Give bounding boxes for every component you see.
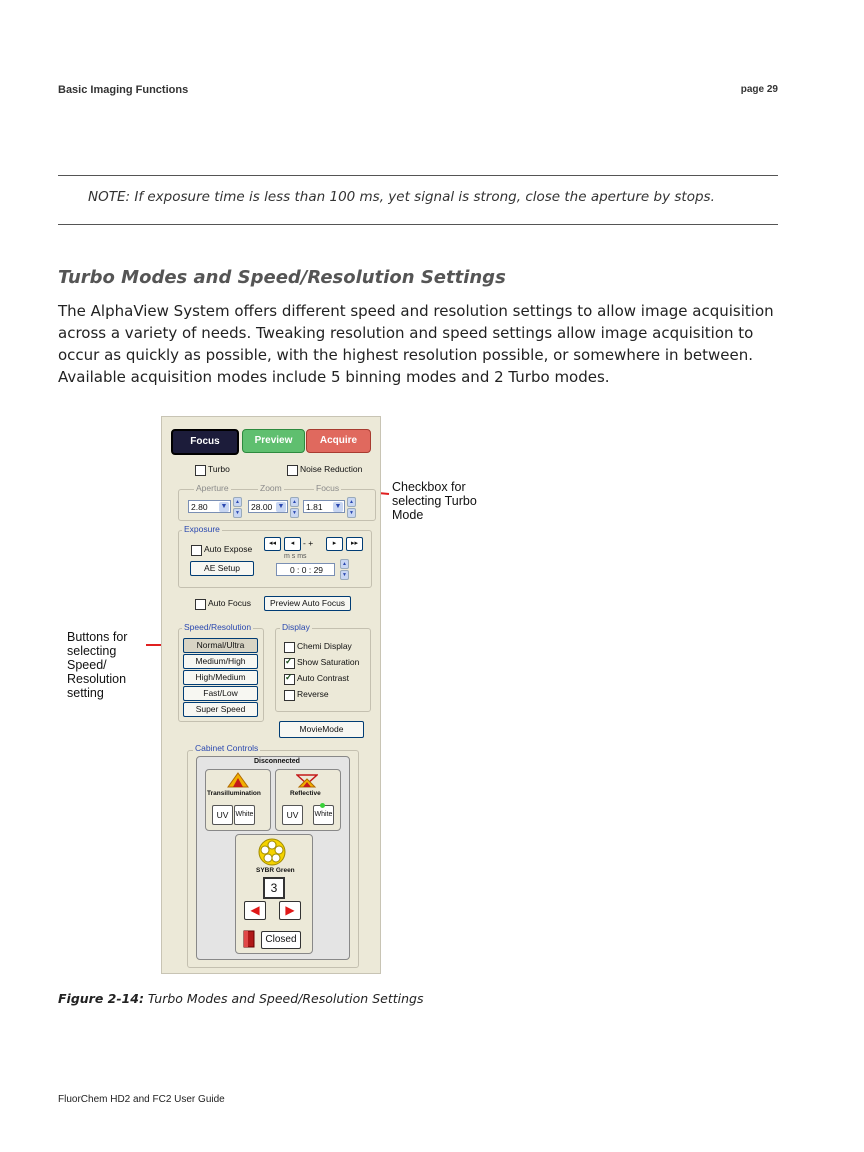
forward-icon[interactable]: ▸ <box>326 537 343 551</box>
reverse-checkbox[interactable] <box>284 690 295 701</box>
minus-plus-label: - + <box>303 538 314 548</box>
page-number: page 29 <box>740 84 778 95</box>
transillumination-icon <box>227 772 249 788</box>
aperture-stepper[interactable] <box>233 497 242 515</box>
rewind-icon[interactable]: ◂ <box>284 537 301 551</box>
annotation-turbo: Checkbox for selecting Turbo Mode <box>392 480 477 522</box>
trans-white-button[interactable]: White <box>234 805 255 825</box>
figure-title: Turbo Modes and Speed/Resolution Settings <box>143 991 424 1006</box>
status-led-icon <box>320 803 325 808</box>
trans-uv-button[interactable]: UV <box>212 805 233 825</box>
running-footer: FluorChem HD2 and FC2 User Guide <box>58 1094 225 1105</box>
annotation-speed: Buttons for selecting Speed/ Resolution setting <box>67 630 128 700</box>
aperture-select[interactable]: 2.80 ▼ <box>188 500 231 513</box>
rewind-fast-icon[interactable]: ◂◂ <box>264 537 281 551</box>
connection-status: Disconnected <box>254 758 300 765</box>
auto-focus-label: Auto Focus <box>208 598 251 608</box>
show-saturation-checkbox[interactable] <box>284 658 295 669</box>
focus-select[interactable]: 1.81 ▼ <box>303 500 345 513</box>
movie-mode-button[interactable]: MovieMode <box>279 721 364 738</box>
exposure-time-stepper[interactable] <box>340 559 349 577</box>
figure-caption <box>58 991 423 1006</box>
speed-resolution-title: Speed/Resolution <box>184 622 252 632</box>
chemi-display-checkbox[interactable] <box>284 642 295 653</box>
zoom-stepper[interactable] <box>290 497 299 515</box>
chevron-down-icon[interactable]: ▼ <box>340 570 349 580</box>
filter-wheel-icon[interactable] <box>258 838 286 866</box>
noise-reduction-label: Noise Reduction <box>300 464 363 474</box>
tab-focus[interactable]: Focus <box>171 429 239 455</box>
reverse-label: Reverse <box>297 689 329 699</box>
chevron-up-icon[interactable]: ▲ <box>233 497 242 507</box>
note-text: NOTE: If exposure time is less than 100 ms, yet signal is strong, close the aperture by stops. <box>88 189 715 205</box>
door-icon <box>243 930 255 948</box>
filter-next-button[interactable] <box>279 901 301 920</box>
section-paragraph: The AlphaView System offers different speed and resolution settings to allow image acquisition across a variety of needs. Tweaking resolution and speed settings allow image acquisition to occur as quickly as possible, with the highest resolution possible, or somewhere in between. Available acquisition modes include 5 binning modes and 2 Turbo modes. <box>58 302 774 386</box>
filter-number: 3 <box>263 877 285 899</box>
auto-expose-checkbox[interactable] <box>191 545 202 556</box>
aperture-label: Aperture <box>196 483 229 493</box>
section-heading: Turbo Modes and Speed/Resolution Settings <box>58 267 506 288</box>
arrow-right-icon: ▶ <box>285 903 295 917</box>
refl-white-button[interactable]: White <box>313 805 334 825</box>
chevron-up-icon[interactable]: ▲ <box>340 559 349 569</box>
chevron-down-icon[interactable]: ▼ <box>290 508 299 518</box>
tab-preview[interactable]: Preview <box>242 429 305 453</box>
focus-label: Focus <box>316 483 340 493</box>
chevron-down-icon: ▼ <box>277 503 285 510</box>
display-title: Display <box>282 622 310 632</box>
speed-medium-high-button[interactable]: Medium/High <box>183 654 258 669</box>
chevron-up-icon[interactable]: ▲ <box>347 497 356 507</box>
refl-uv-button[interactable]: UV <box>282 805 303 825</box>
zoom-select[interactable]: 28.00 ▼ <box>248 500 288 513</box>
preview-auto-focus-button[interactable]: Preview Auto Focus <box>264 596 351 611</box>
ae-setup-button[interactable]: AE Setup <box>190 561 254 576</box>
arrow-left-icon: ◀ <box>250 903 260 917</box>
chemi-display-label: Chemi Display <box>297 641 352 651</box>
chevron-down-icon: ▼ <box>334 503 342 510</box>
forward-fast-icon[interactable]: ▸▸ <box>346 537 363 551</box>
chevron-down-icon[interactable]: ▼ <box>347 508 356 518</box>
show-saturation-label: Show Saturation <box>297 657 360 667</box>
zoom-label: Zoom <box>260 483 282 493</box>
reflective-label: Reflective <box>290 790 321 797</box>
auto-focus-checkbox[interactable] <box>195 599 206 610</box>
speed-fast-low-button[interactable]: Fast/Low <box>183 686 258 701</box>
exposure-time-field[interactable]: 0 : 0 : 29 <box>276 563 335 576</box>
transillumination-label: Transillumination <box>207 790 261 797</box>
auto-contrast-checkbox[interactable] <box>284 674 295 685</box>
chevron-up-icon[interactable]: ▲ <box>290 497 299 507</box>
chevron-down-icon[interactable]: ▼ <box>233 508 242 518</box>
door-button[interactable]: Closed <box>261 931 301 949</box>
filter-prev-button[interactable] <box>244 901 266 920</box>
running-header-title: Basic Imaging Functions <box>58 84 189 96</box>
filter-name: SYBR Green <box>256 867 295 874</box>
auto-contrast-label: Auto Contrast <box>297 673 349 683</box>
turbo-label: Turbo <box>208 464 230 474</box>
exposure-title: Exposure <box>184 524 220 534</box>
speed-super-speed-button[interactable]: Super Speed <box>183 702 258 717</box>
alphaview-control-panel <box>161 416 381 974</box>
noise-reduction-checkbox[interactable] <box>287 465 298 476</box>
speed-normal-ultra-button[interactable]: Normal/Ultra <box>183 638 258 653</box>
cabinet-controls-title: Cabinet Controls <box>195 743 259 753</box>
reflective-icon <box>296 772 318 788</box>
time-units-label: m s ms <box>284 553 307 560</box>
chevron-down-icon: ▼ <box>220 503 228 510</box>
focus-stepper[interactable] <box>347 497 356 515</box>
tab-acquire[interactable]: Acquire <box>306 429 371 453</box>
turbo-checkbox[interactable] <box>195 465 206 476</box>
auto-expose-label: Auto Expose <box>204 544 253 554</box>
speed-high-medium-button[interactable]: High/Medium <box>183 670 258 685</box>
figure-number: Figure 2-14: <box>58 991 144 1006</box>
